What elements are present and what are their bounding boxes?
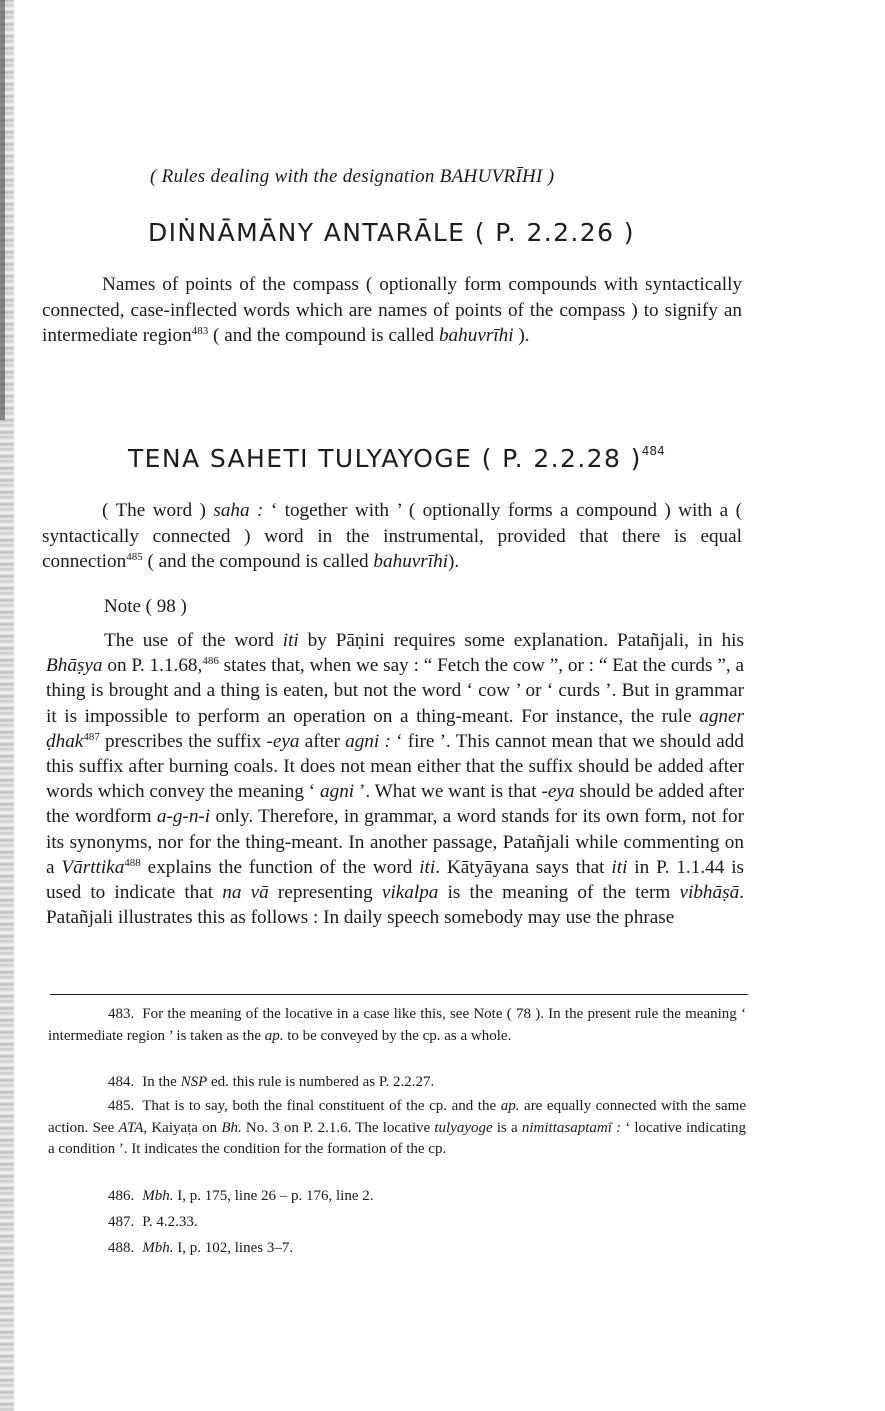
footnote-ref-486[interactable]: 486 xyxy=(202,655,219,668)
note-98-paragraph: The use of the word iti by Pāṇini requires some explanation. Patañjali, in his Bhāṣya on P. 1.1.68,$^{486}$ states that, when we say : “ Fetch the cow ”, or : “ Eat the curds ”, a thing is brought and a thing is eaten, but not the word ‘ cow ’ or ‘ curds ’. But in grammar it is impossible to perform an operation on a thing-meant. For instance, the rule agner ḍhak$^{487}$ prescribes the suffix -eya after agni : ‘ fire ’. This cannot mean that we should add this suffix after burning coals. It does not mean either that the suffix should be added after words which convey the meaning ‘ agni ’. What we want is that -eya should be added after the wordform a-g-n-i only. Therefore, in grammar, a word stands for its own form, not for its synonyms, nor for the thing-meant. In another passage, Patañjali while commenting on a Vārttika$^{488}$ explains the function of the word iti. Kātyāyana says that iti in P. 1.1.44 is used to indicate that na vā representing vikalpa is the meaning of the term vibhāṣā. Patañjali illustrates this as follows : In daily speech somebody may use the phrase xyxy=(46,630,744,929)
section-caption: ( Rules dealing with the designation BAHUVRĪHI ) xyxy=(150,166,555,187)
rule-heading-2-2-28: TENA SAHETI TULYAYOGE ( P. 2.2.28 )$^{484}$ xyxy=(128,444,665,473)
footnote-divider xyxy=(50,994,748,995)
footnote-ref-488[interactable]: 488 xyxy=(124,856,141,869)
note-label: Note ( 98 ) xyxy=(104,596,187,617)
footnote-488: 488. Mbh. I, p. 102, lines 3–7. xyxy=(108,1240,294,1256)
footnote-ref-483[interactable]: 483 xyxy=(191,325,209,337)
footnote-486: 486. Mbh. I, p. 175, line 26 – p. 176, line 2. xyxy=(108,1188,374,1204)
footnote-484: 484. In the NSP ed. this rule is numbered as P. 2.2.27. xyxy=(108,1074,435,1090)
footnote-ref-485[interactable]: 485 xyxy=(126,551,143,563)
footnote-ref-487[interactable]: 487 xyxy=(83,730,100,743)
rule-2-2-26-paragraph: Names of points of the compass ( optionally form compounds with syntactically connected, case-inflected words which are names of points of the compass ) to signify an intermediate region$^{483}$ ( and the compound is called bahuvrīhi ). xyxy=(42,274,742,346)
footnote-485: 485. That is to say, both the final constituent of the cp. and the ap. are equally connected with the same action. See ATA, Kaiyaṭa on Bh. No. 3 on P. 2.1.6. The locative tulyayoge is a nimittasaptamī : ‘ locative indicating a condition ’. It indicates the condition for the formation of the cp. xyxy=(48,1098,746,1157)
rule-2-2-28-paragraph: ( The word ) saha : ‘ together with ’ ( optionally forms a compound ) with a ( syntactically connected ) word in the instrumental, provided that there is equal connection$^{485}$ ( and the compound is called bahuvrīhi). xyxy=(42,500,743,572)
footnote-483: 483. For the meaning of the locative in a case like this, see Note ( 78 ). In the present rule the meaning ‘ intermediate region ’ is taken as the ap. to be conveyed by the cp. as a whole. xyxy=(48,1006,746,1044)
scan-edge-dark xyxy=(0,0,5,420)
footnote-487: 487. P. 4.2.33. xyxy=(108,1214,198,1230)
footnote-ref-484[interactable]: 484 xyxy=(641,444,665,458)
rule-heading-2-2-26: DIṄNĀMĀNY ANTARĀLE ( P. 2.2.26 ) xyxy=(148,218,635,247)
